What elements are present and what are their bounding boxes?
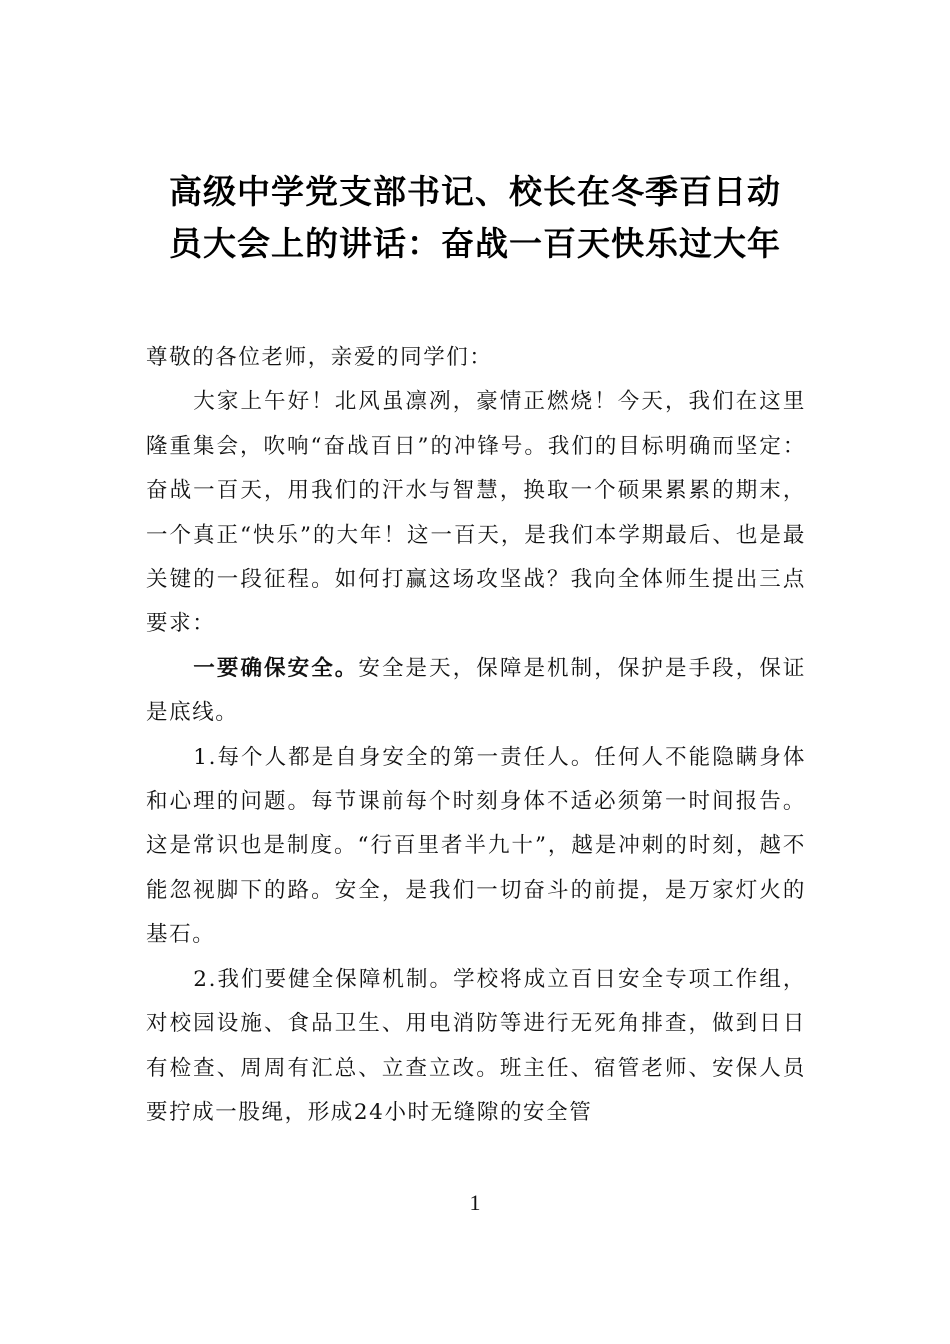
paragraph-point-2: 2.我们要健全保障机制。学校将成立百日安全专项工作组，对校园设施、食品卫生、用电消防等进行无死角排查，做到日日有检查、周周有汇总、立查立改。班主任、宿管老师、安保人员要拧成一股绳，形成24小时无缝隙的安全管 xyxy=(146,966,806,1125)
requirement-heading: 一要确保安全。 xyxy=(193,655,359,681)
title-line-1: 高级中学党支部书记、校长在冬季百日动 xyxy=(169,172,781,211)
salutation: 尊敬的各位老师，亲爱的同学们： xyxy=(146,345,493,370)
document-title xyxy=(140,166,810,270)
paragraph-opening: 大家上午好！北风虽凛冽，豪情正燃烧！今天，我们在这里隆重集会，吹响“奋战百日”的冲锋号。我们的目标明确而坚定：奋战一百天，用我们的汗水与智慧，换取一个硕果累累的期末，一个真正“快乐”的大年！这一百天，是我们本学期最后、也是最关键的一段征程。如何打赢这场攻坚战？我向全体师生提出三点要求： xyxy=(146,389,806,637)
document-body xyxy=(146,336,806,1135)
paragraph-requirement-one xyxy=(146,647,806,736)
page-number: 1 xyxy=(469,1190,481,1215)
title-line-2: 员大会上的讲话：奋战一百天快乐过大年 xyxy=(169,224,781,263)
requirement-text: 安全是天，保障是机制，保护是手段，保证是底线。 xyxy=(146,655,806,726)
paragraph-point-1: 1.每个人都是自身安全的第一责任人。任何人不能隐瞒身体和心理的问题。每节课前每个时刻身体不适必须第一时间报告。这是常识也是制度。“行百里者半九十”，越是冲刺的时刻，越不能忽视脚下的路。安全，是我们一切奋斗的前提，是万家灯火的基石。 xyxy=(146,744,806,948)
